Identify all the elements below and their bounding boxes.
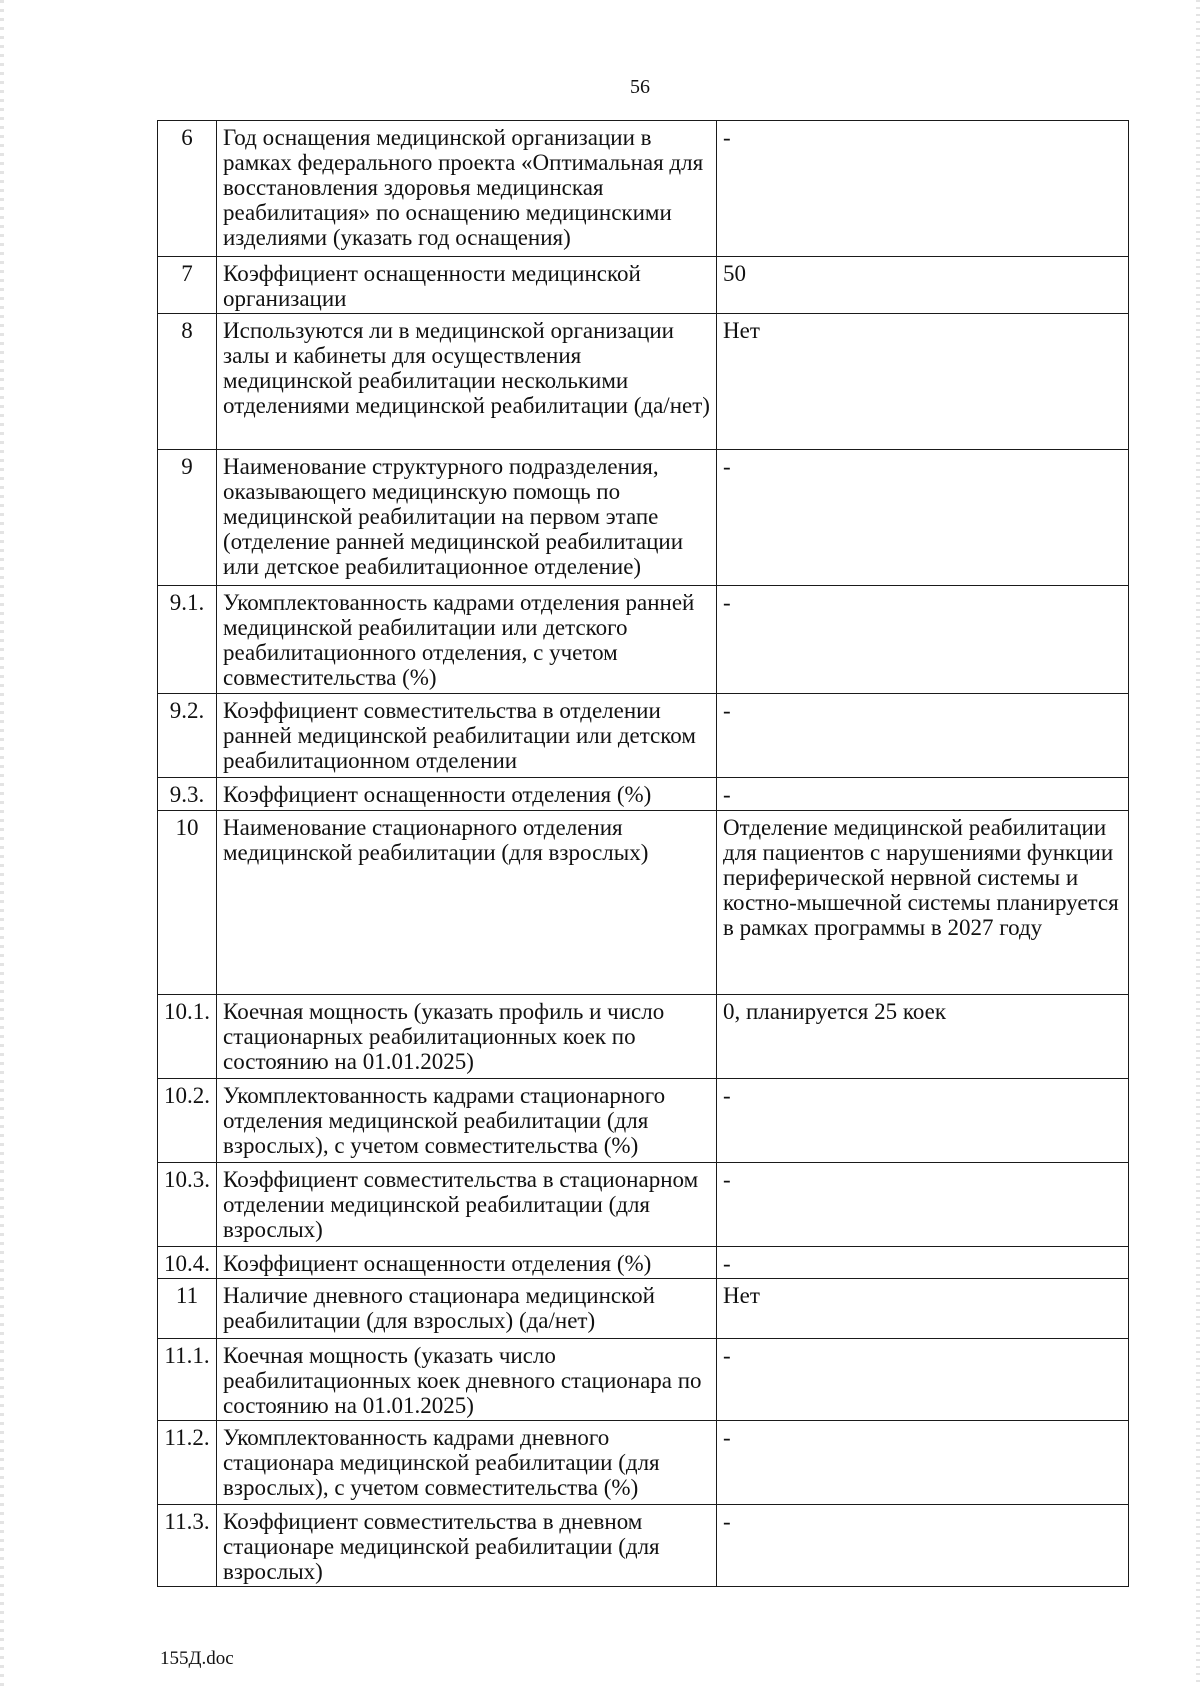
- table-row: [158, 314, 1129, 450]
- row-number: 6: [158, 121, 217, 257]
- row-label: Коэффициент оснащенности медицинской организации: [217, 257, 717, 314]
- row-label: Коэффициент оснащенности отделения (%): [217, 1247, 717, 1279]
- row-label: Коэффициент совместительства в стационарном отделении медицинской реабилитации (для взрослых): [217, 1163, 717, 1247]
- row-value: 50: [717, 257, 1129, 314]
- row-label: Год оснащения медицинской организации в рамках федерального проекта «Оптимальная для восстановления здоровья медицинская реабилитация» по оснащению медицинскими изделиями (указать год оснащения): [217, 121, 717, 257]
- scan-edge-left: [0, 0, 4, 1686]
- table-row: [158, 1339, 1129, 1421]
- table-row: [158, 586, 1129, 694]
- row-label: Коэффициент оснащенности отделения (%): [217, 778, 717, 811]
- row-value: 0, планируется 25 коек: [717, 995, 1129, 1079]
- row-label: Наименование структурного подразделения, оказывающего медицинскую помощь по медицинской реабилитации на первом этапе (отделение ранней медицинской реабилитации или детское реабилитационное отделение): [217, 450, 717, 586]
- row-label: Используются ли в медицинской организации залы и кабинеты для осуществления медицинской реабилитации несколькими отделениями медицинской реабилитации (да/нет): [217, 314, 717, 450]
- row-value: -: [717, 778, 1129, 811]
- row-number: 10.1.: [158, 995, 217, 1079]
- row-number: 9: [158, 450, 217, 586]
- table-row: [158, 1163, 1129, 1247]
- rehabilitation-table: [157, 120, 1129, 1587]
- row-label: Укомплектованность кадрами отделения ранней медицинской реабилитации или детского реабилитационного отделения, с учетом совместительства (%): [217, 586, 717, 694]
- row-number: 11: [158, 1279, 217, 1339]
- row-value: -: [717, 1421, 1129, 1505]
- table-row: [158, 995, 1129, 1079]
- row-value: Нет: [717, 1279, 1129, 1339]
- row-value: -: [717, 121, 1129, 257]
- table-row: [158, 694, 1129, 778]
- document-footer-filename: 155Д.doc: [160, 1648, 234, 1669]
- row-label: Наименование стационарного отделения медицинской реабилитации (для взрослых): [217, 811, 717, 995]
- row-label: Укомплектованность кадрами дневного стационара медицинской реабилитации (для взрослых), с учетом совместительства (%): [217, 1421, 717, 1505]
- table-row: [158, 257, 1129, 314]
- row-value: Нет: [717, 314, 1129, 450]
- row-label: Укомплектованность кадрами стационарного отделения медицинской реабилитации (для взрослых), с учетом совместительства (%): [217, 1079, 717, 1163]
- row-number: 11.1.: [158, 1339, 217, 1421]
- row-number: 8: [158, 314, 217, 450]
- row-value: -: [717, 1505, 1129, 1587]
- row-value: -: [717, 1163, 1129, 1247]
- row-value: -: [717, 694, 1129, 778]
- row-label: Коэффициент совместительства в дневном стационаре медицинской реабилитации (для взрослых): [217, 1505, 717, 1587]
- row-value: -: [717, 1339, 1129, 1421]
- row-label: Наличие дневного стационара медицинской реабилитации (для взрослых) (да/нет): [217, 1279, 717, 1339]
- table-row: [158, 1279, 1129, 1339]
- row-number: 9.3.: [158, 778, 217, 811]
- row-number: 10.4.: [158, 1247, 217, 1279]
- scan-edge-right: [1196, 0, 1200, 1686]
- row-value: -: [717, 1079, 1129, 1163]
- table-row: [158, 778, 1129, 811]
- row-label: Коечная мощность (указать число реабилитационных коек дневного стационара по состоянию на 01.01.2025): [217, 1339, 717, 1421]
- row-number: 10.2.: [158, 1079, 217, 1163]
- row-number: 11.3.: [158, 1505, 217, 1587]
- table-row: [158, 811, 1129, 995]
- row-label: Коэффициент совместительства в отделении ранней медицинской реабилитации или детском реабилитационном отделении: [217, 694, 717, 778]
- row-value: -: [717, 1247, 1129, 1279]
- table-row: [158, 1079, 1129, 1163]
- row-number: 9.2.: [158, 694, 217, 778]
- row-number: 10.3.: [158, 1163, 217, 1247]
- page-number: 56: [630, 76, 650, 98]
- table-row: [158, 1421, 1129, 1505]
- table-row: [158, 1505, 1129, 1587]
- table-row: [158, 450, 1129, 586]
- row-value: Отделение медицинской реабилитации для пациентов с нарушениями функции периферической нервной системы и костно-мышечной системы планируется в рамках программы в 2027 году: [717, 811, 1129, 995]
- row-number: 7: [158, 257, 217, 314]
- row-value: -: [717, 586, 1129, 694]
- row-number: 11.2.: [158, 1421, 217, 1505]
- row-label: Коечная мощность (указать профиль и число стационарных реабилитационных коек по состоянию на 01.01.2025): [217, 995, 717, 1079]
- row-number: 10: [158, 811, 217, 995]
- row-value: -: [717, 450, 1129, 586]
- table-row: [158, 1247, 1129, 1279]
- row-number: 9.1.: [158, 586, 217, 694]
- table-row: [158, 121, 1129, 257]
